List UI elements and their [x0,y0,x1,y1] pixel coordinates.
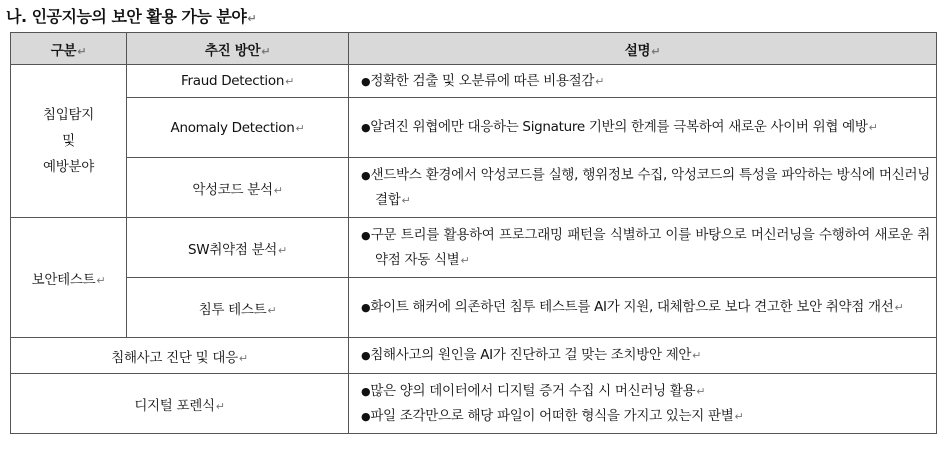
bullet-item: ● 알려진 위협에만 대응하는 Signature 기반의 한계를 극복하여 새로운 사이버 위협 예방↵ [361,115,930,140]
document-title: 나. 인공지능의 보안 활용 가능 분야↵ [6,7,257,26]
table-row [11,218,937,278]
description-cell [349,98,937,158]
bullet-item: ● 많은 양의 데이터에서 디지털 증거 수집 시 머신러닝 활용↵ [361,379,930,404]
header-category: 구분↵ [11,33,127,65]
bullet-item: ● 정확한 검출 및 오분류에 따른 비용절감↵ [361,69,930,94]
method-cell: Anomaly Detection↵ [127,98,349,158]
group-intrusion-line: 예방분야 [43,159,94,175]
ai-security-table [10,32,937,434]
method-cell: 침투 테스트↵ [127,278,349,338]
table-row [11,338,937,374]
group-intrusion [11,65,127,218]
header-method: 추진 방안↵ [127,33,349,65]
method-cell: Fraud Detection↵ [127,65,349,98]
table-row [11,278,937,338]
description-cell [349,278,937,338]
description-cell [349,158,937,218]
bullet-item: ● 파일 조각만으로 해당 파일이 어떠한 형식을 가지고 있는지 판별↵ [361,404,930,429]
description-cell [349,338,937,374]
description-cell [349,218,937,278]
method-cell: 디지털 포렌식↵ [11,374,349,434]
table-row [11,158,937,218]
group-security-test: 보안테스트↵ [11,218,127,338]
group-intrusion-line: 및 [62,133,75,149]
method-cell: 침해사고 진단 및 대응↵ [11,338,349,374]
table-row [11,98,937,158]
description-cell [349,374,937,434]
header-row [11,33,937,65]
table-row [11,374,937,434]
table-row [11,65,937,98]
bullet-item: ● 샌드박스 환경에서 악성코드를 실행, 행위정보 수집, 악성코드의 특성을 파악하는 방식에 머신러닝 결합↵ [361,163,930,213]
bullet-item: ● 구문 트리를 활용하여 프로그래밍 패턴을 식별하고 이를 바탕으로 머신러닝을 수행하여 새로운 취약점 자동 식별↵ [361,223,930,273]
bullet-item: ● 침해사고의 원인을 AI가 진단하고 걸 맞는 조치방안 제안↵ [361,343,930,368]
method-cell: 악성코드 분석↵ [127,158,349,218]
header-description: 설명↵ [349,33,937,65]
method-cell: SW취약점 분석↵ [127,218,349,278]
group-intrusion-line: 침입탐지 [43,107,94,123]
bullet-item: ● 화이트 해커에 의존하던 침투 테스트를 AI가 지원, 대체함으로 보다 견고한 보안 취약점 개선↵ [361,295,930,320]
description-cell [349,65,937,98]
